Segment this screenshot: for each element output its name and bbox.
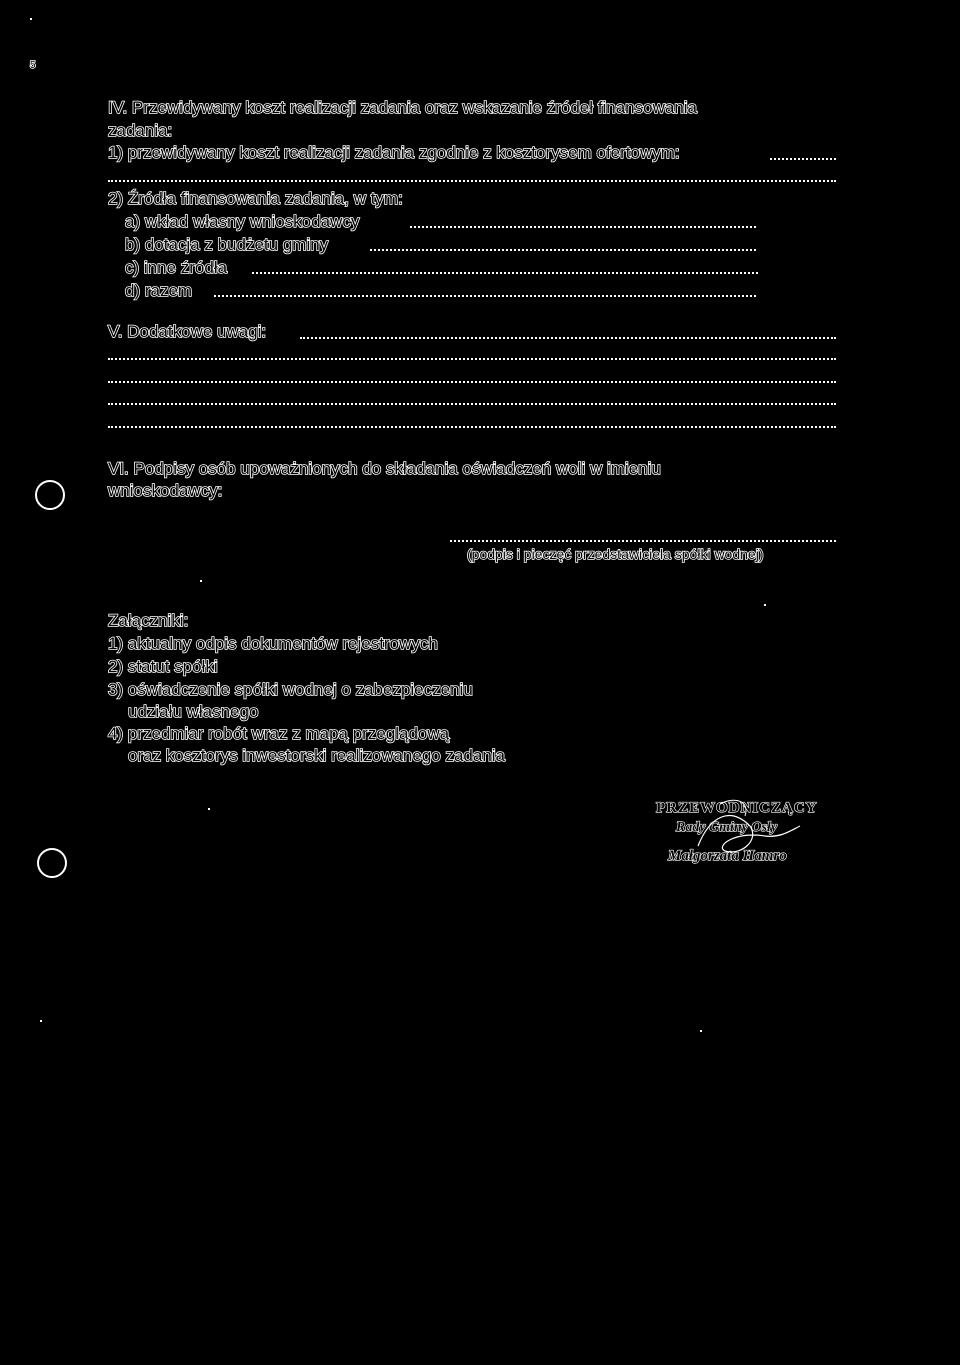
scan-speck (764, 604, 766, 606)
attachment-item-2: 2) statut spółki (108, 657, 218, 676)
remarks-line-2 (108, 358, 836, 360)
scan-speck (208, 808, 210, 810)
punch-hole-bottom (37, 848, 67, 878)
attachment-item-3-line1: 3) oświadczenie spółki wodnej o zabezpieczeniu (108, 680, 473, 699)
cost-estimate-label: 1) przewidywany koszt realizacji zadania zgodnie z kosztorysem ofertowym: (108, 143, 680, 162)
scan-speck (30, 18, 32, 20)
signature-line (450, 540, 836, 542)
section-6-heading-line2: wnioskodawcy: (108, 481, 223, 500)
attachment-item-4-line1: 4) przedmiar robót wraz z mapą przeglądową (108, 724, 450, 743)
funding-sources-label: 2) Źródła finansowania zadania, w tym: (108, 189, 403, 208)
remarks-line-4 (108, 403, 836, 405)
municipal-grant-label: b) dotacja z budżetu gminy (125, 235, 329, 254)
scan-speck (40, 1020, 42, 1022)
signature-caption: (podpis i pieczęć przedstawiciela spółki wodnej) (467, 546, 764, 562)
scan-speck (200, 580, 202, 582)
total-label: d) razem (125, 281, 193, 300)
official-stamp (640, 796, 840, 876)
cost-estimate-dots-line2 (108, 180, 836, 182)
section-4-heading-line2: zadania: (108, 121, 173, 140)
stamp-title: PRZEWODNICZĄCY (656, 800, 818, 816)
other-sources-label: c) inne źródła (125, 258, 228, 277)
punch-hole-top (35, 480, 65, 510)
stamp-council-name: Rady Gminy Osły (676, 820, 778, 835)
total-dots (214, 295, 756, 297)
section-6-heading-line1: VI. Podpisy osób upoważnionych do składania oświadczeń woli w imieniu (108, 459, 661, 478)
other-sources-dots (252, 272, 758, 274)
own-contribution-label: a) wkład własny wnioskodawcy (125, 212, 360, 231)
remarks-line-5 (108, 426, 836, 428)
remarks-line-1 (300, 337, 836, 339)
section-5-heading: V. Dodatkowe uwagi: (108, 322, 267, 341)
attachment-item-4-line2: oraz kosztorys inwestorski realizowanego zadania (128, 746, 506, 765)
cost-estimate-dots (770, 158, 836, 160)
scan-speck (700, 1030, 702, 1032)
top-page-mark: 5 (30, 60, 36, 71)
stamp-name: Małgorzata Hamro (668, 848, 787, 864)
handwritten-signature (640, 796, 840, 876)
attachment-item-1: 1) aktualny odpis dokumentów rejestrowych (108, 634, 438, 653)
attachment-item-3-line2: udziału własnego (128, 702, 259, 721)
municipal-grant-dots (370, 249, 756, 251)
attachments-heading: Załączniki: (108, 611, 189, 630)
section-4-heading-line1: IV. Przewidywany koszt realizacji zadania oraz wskazanie źródeł finansowania (108, 98, 697, 117)
remarks-line-3 (108, 381, 836, 383)
own-contribution-dots (410, 226, 756, 228)
